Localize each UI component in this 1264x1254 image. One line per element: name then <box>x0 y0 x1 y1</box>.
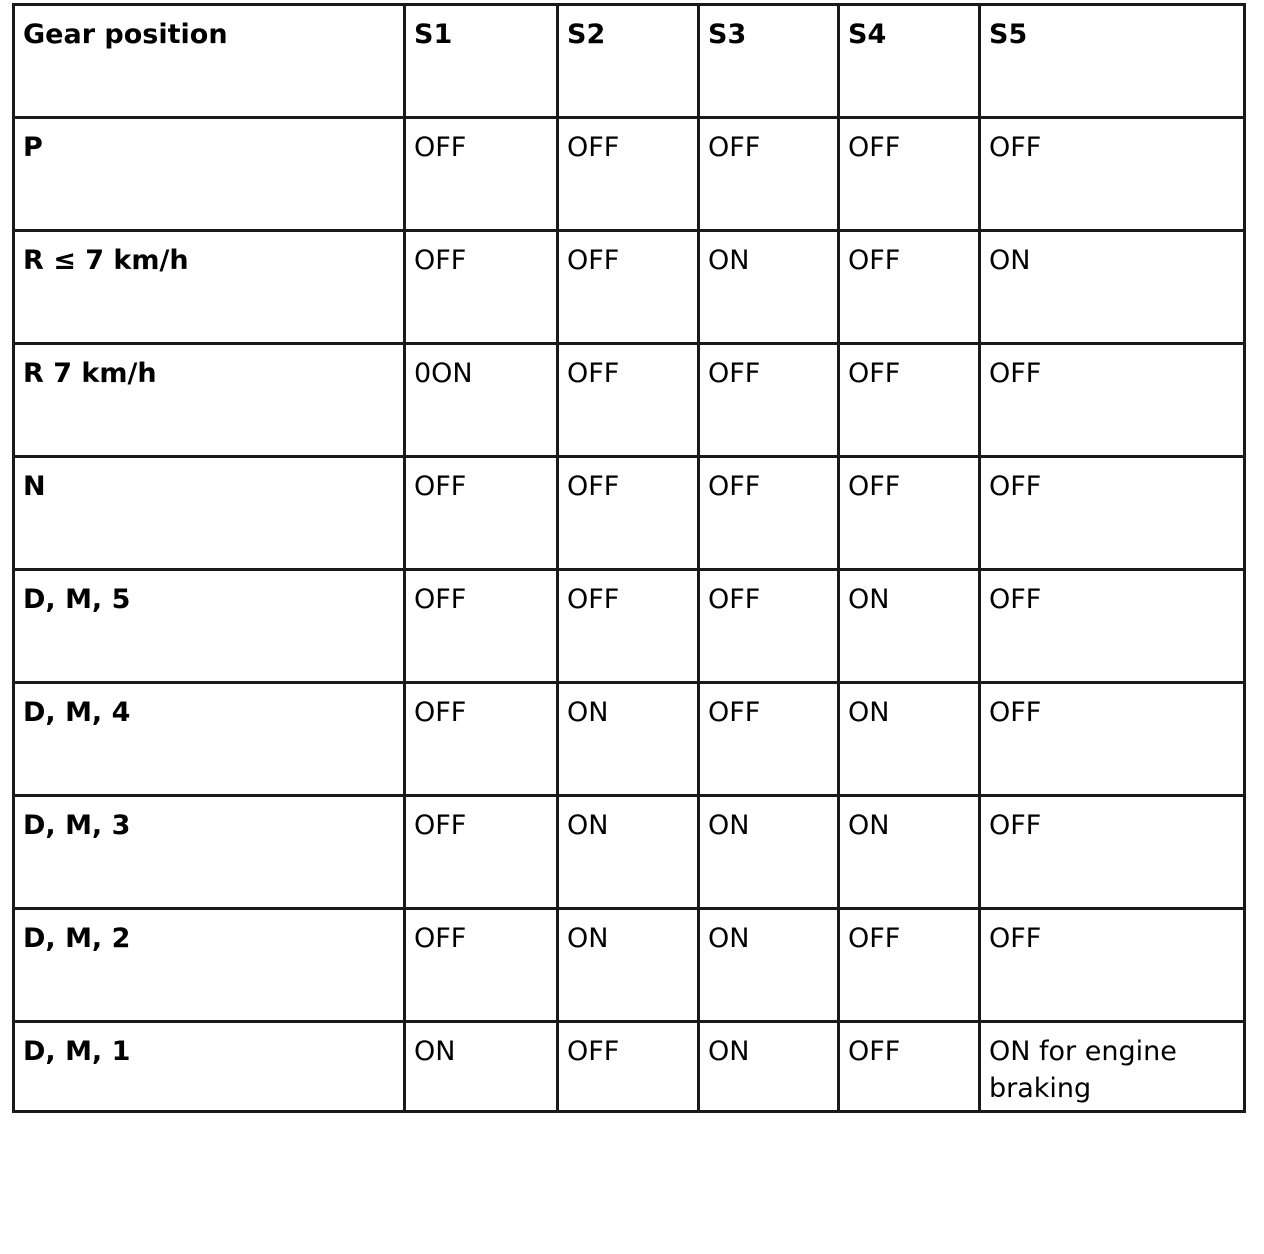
cell-s3: OFF <box>699 570 839 683</box>
table-row <box>14 231 1245 344</box>
cell-s3: OFF <box>699 683 839 796</box>
row-gear-position: D, M, 2 <box>14 909 405 1022</box>
cell-s4: OFF <box>839 231 980 344</box>
cell-s4: ON <box>839 796 980 909</box>
cell-s4: OFF <box>839 1022 980 1112</box>
cell-s4: OFF <box>839 344 980 457</box>
row-gear-position: D, M, 4 <box>14 683 405 796</box>
cell-s3: ON <box>699 231 839 344</box>
table-row <box>14 457 1245 570</box>
row-gear-position: D, M, 1 <box>14 1022 405 1112</box>
table-row <box>14 1022 1245 1112</box>
cell-s1: OFF <box>405 118 558 231</box>
header-s2: S2 <box>558 5 699 118</box>
cell-s5: ON for engine braking <box>980 1022 1245 1112</box>
cell-s4: OFF <box>839 457 980 570</box>
table-row <box>14 570 1245 683</box>
cell-s1: OFF <box>405 457 558 570</box>
header-s4: S4 <box>839 5 980 118</box>
cell-s2: ON <box>558 683 699 796</box>
row-gear-position: P <box>14 118 405 231</box>
cell-s1: OFF <box>405 231 558 344</box>
table-row <box>14 118 1245 231</box>
cell-s5: OFF <box>980 344 1245 457</box>
header-s3: S3 <box>699 5 839 118</box>
cell-s1: OFF <box>405 796 558 909</box>
table-row <box>14 683 1245 796</box>
cell-s4: OFF <box>839 118 980 231</box>
cell-s5: OFF <box>980 909 1245 1022</box>
cell-s1: OFF <box>405 683 558 796</box>
cell-s5: OFF <box>980 118 1245 231</box>
cell-s3: ON <box>699 796 839 909</box>
table-row <box>14 909 1245 1022</box>
table-row <box>14 796 1245 909</box>
cell-s1: 0ON <box>405 344 558 457</box>
cell-s3: ON <box>699 1022 839 1112</box>
cell-s3: OFF <box>699 118 839 231</box>
row-gear-position: R ≤ 7 km/h <box>14 231 405 344</box>
cell-s2: ON <box>558 796 699 909</box>
cell-s2: OFF <box>558 457 699 570</box>
cell-s4: OFF <box>839 909 980 1022</box>
cell-s1: OFF <box>405 909 558 1022</box>
table-row <box>14 344 1245 457</box>
header-gear-position: Gear position <box>14 5 405 118</box>
cell-s5: ON <box>980 231 1245 344</box>
cell-s2: ON <box>558 909 699 1022</box>
cell-s1: ON <box>405 1022 558 1112</box>
cell-s2: OFF <box>558 344 699 457</box>
cell-s5: OFF <box>980 796 1245 909</box>
cell-s2: OFF <box>558 231 699 344</box>
cell-s4: ON <box>839 683 980 796</box>
cell-s2: OFF <box>558 1022 699 1112</box>
cell-s2: OFF <box>558 118 699 231</box>
cell-s3: OFF <box>699 344 839 457</box>
cell-s4: ON <box>839 570 980 683</box>
gear-solenoid-table <box>12 3 1246 1113</box>
cell-s5: OFF <box>980 683 1245 796</box>
cell-s5: OFF <box>980 570 1245 683</box>
row-gear-position: N <box>14 457 405 570</box>
cell-s2: OFF <box>558 570 699 683</box>
header-s1: S1 <box>405 5 558 118</box>
row-gear-position: D, M, 5 <box>14 570 405 683</box>
row-gear-position: D, M, 3 <box>14 796 405 909</box>
cell-s3: OFF <box>699 457 839 570</box>
row-gear-position: R 7 km/h <box>14 344 405 457</box>
cell-s1: OFF <box>405 570 558 683</box>
header-row <box>14 5 1245 118</box>
header-s5: S5 <box>980 5 1245 118</box>
cell-s3: ON <box>699 909 839 1022</box>
cell-s5: OFF <box>980 457 1245 570</box>
